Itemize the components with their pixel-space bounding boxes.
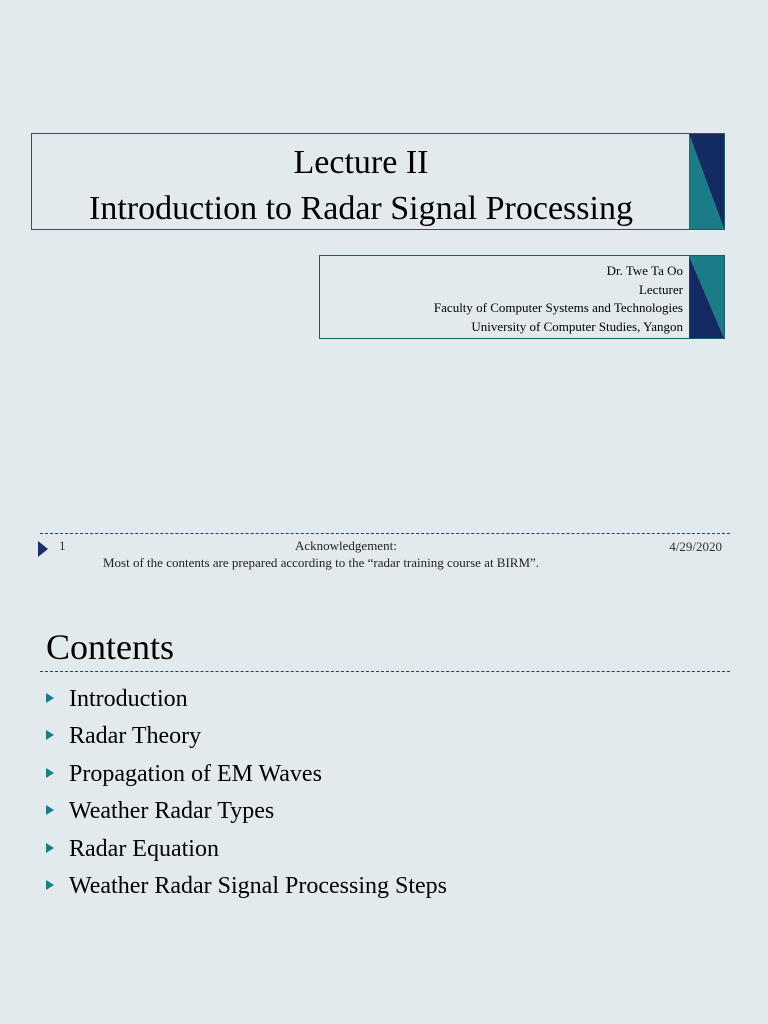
list-item-label: Radar Equation	[69, 835, 219, 862]
footer-divider	[40, 533, 730, 534]
navy-triangle-icon	[38, 541, 48, 557]
acknowledgement-label: Acknowledgement:	[295, 538, 397, 553]
title-line-1: Lecture II	[293, 144, 429, 181]
teal-triangle-bullet-icon	[46, 730, 54, 740]
author-university: University of Computer Studies, Yangon	[471, 318, 683, 334]
list-item-label: Propagation of EM Waves	[69, 760, 322, 787]
contents-divider	[40, 671, 730, 672]
author-faculty: Faculty of Computer Systems and Technologies	[433, 300, 683, 315]
list-item-label: Introduction	[69, 686, 188, 712]
author-name: Dr. Twe Ta Oo	[606, 263, 683, 278]
slide-number: 1	[59, 538, 66, 553]
teal-triangle-bullet-icon	[46, 880, 54, 890]
acknowledgement-text: Most of the contents are prepared according to the “radar training course at BIRM”.	[103, 555, 540, 570]
author-info	[434, 262, 683, 336]
slide-date: 4/29/2020	[669, 539, 722, 554]
teal-triangle-bullet-icon	[46, 805, 54, 815]
title-box	[31, 133, 725, 230]
teal-triangle-bullet-icon	[46, 693, 54, 703]
title-line-2: Introduction to Radar Signal Processing	[89, 190, 633, 227]
teal-triangle-bullet-icon	[46, 768, 54, 778]
teal-triangle-bullet-icon	[46, 843, 54, 853]
list-item-label: Radar Theory	[69, 723, 202, 750]
list-item-label: Weather Radar Types	[69, 798, 275, 825]
list-item-label: Weather Radar Signal Processing Steps	[69, 872, 447, 899]
author-position: Lecturer	[638, 281, 683, 297]
slide-title	[32, 140, 690, 232]
author-box	[319, 255, 725, 339]
contents-title: Contents	[46, 627, 175, 667]
corner-decoration-icon	[689, 256, 724, 338]
corner-decoration-icon	[689, 134, 724, 229]
